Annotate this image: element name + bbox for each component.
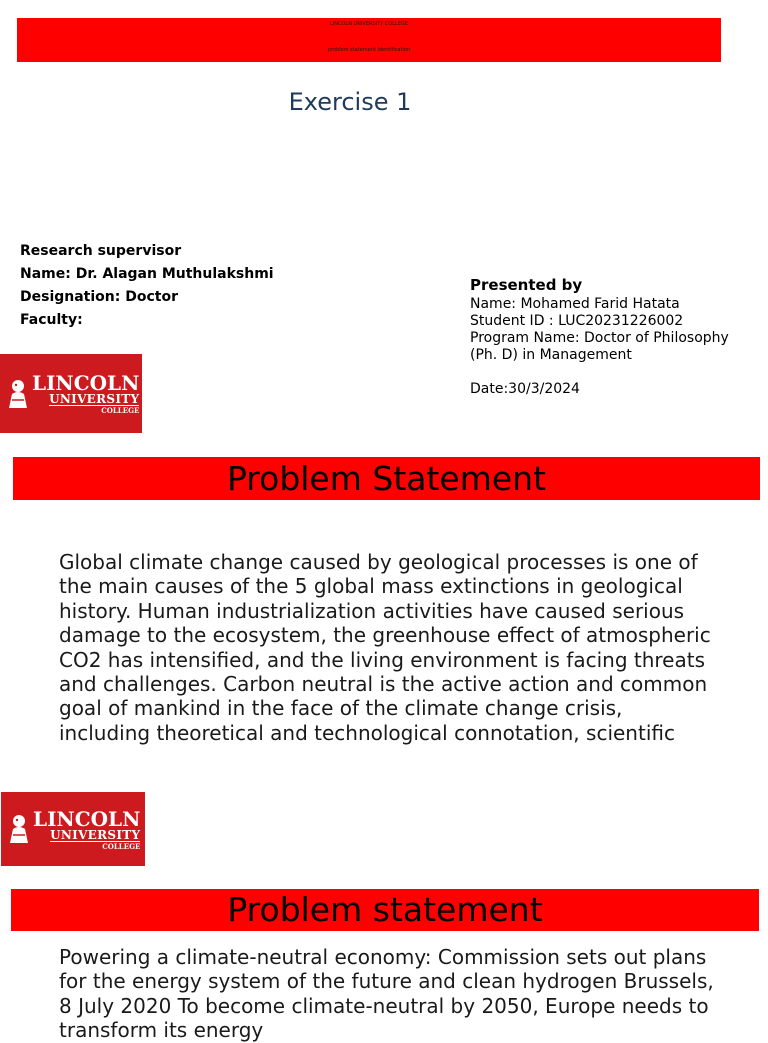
section-title-2: Problem statement: [11, 889, 759, 931]
supervisor-designation: Designation: Doctor: [20, 289, 178, 305]
logo-word-college: COLLEGE: [102, 841, 141, 851]
presenter-name: Name: Mohamed Farid Hatata: [470, 296, 680, 312]
header-banner: [17, 18, 721, 62]
header-institution: LINCOLN UNIVERSITY COLLEGE: [329, 21, 408, 27]
presenter-program: Program Name: Doctor of Philosophy (Ph. D) in Management: [470, 330, 729, 363]
exercise-title: Exercise 1: [288, 88, 412, 116]
supervisor-faculty: Faculty:: [20, 312, 83, 328]
logo-word-university: UNIVERSITY: [49, 392, 140, 406]
logo-word-university: UNIVERSITY: [50, 827, 141, 842]
lion-crest-icon: [7, 813, 31, 845]
presenter-student-id: Student ID : LUC20231226002: [470, 313, 684, 329]
logo-word-lincoln: LINCOLN: [32, 371, 140, 395]
logo-word-college: COLLEGE: [101, 406, 140, 415]
section-text-1: Global climate change caused by geological processes is one of the main causes of the 5 global mass extinctions in geological history. Human industrialization activities have caused serious damage to the ecosystem, the greenhouse effect of atmospheric CO2 has intensified, and the living environment is facing threats and challenges. Carbon neutral is the active action and common goal of mankind in the face of the climate change crisis, including theoretical and technological connotation, scientific: [59, 550, 711, 745]
lion-crest-icon: [6, 378, 30, 410]
presenter-info: [470, 277, 760, 398]
supervisor-heading: Research supervisor: [20, 243, 182, 259]
section-title-1: Problem Statement: [13, 457, 760, 500]
lincoln-logo: [1, 792, 145, 866]
section-text-2: Powering a climate-neutral economy: Commission sets out plans for the energy system of the future and clean hydrogen Brussels, 8 July 2020 To become climate-neutral by 2050, Europe needs to transform its energy: [59, 945, 714, 1043]
supervisor-name: Name: Dr. Alagan Muthulakshmi: [20, 266, 274, 282]
header-subtitle: problem statement identification: [327, 47, 411, 53]
lincoln-logo: [0, 354, 142, 433]
logo-word-lincoln: LINCOLN: [33, 806, 141, 831]
presenter-date: Date:30/3/2024: [470, 381, 580, 397]
presenter-heading: Presented by: [470, 276, 583, 294]
supervisor-info: [20, 240, 274, 332]
